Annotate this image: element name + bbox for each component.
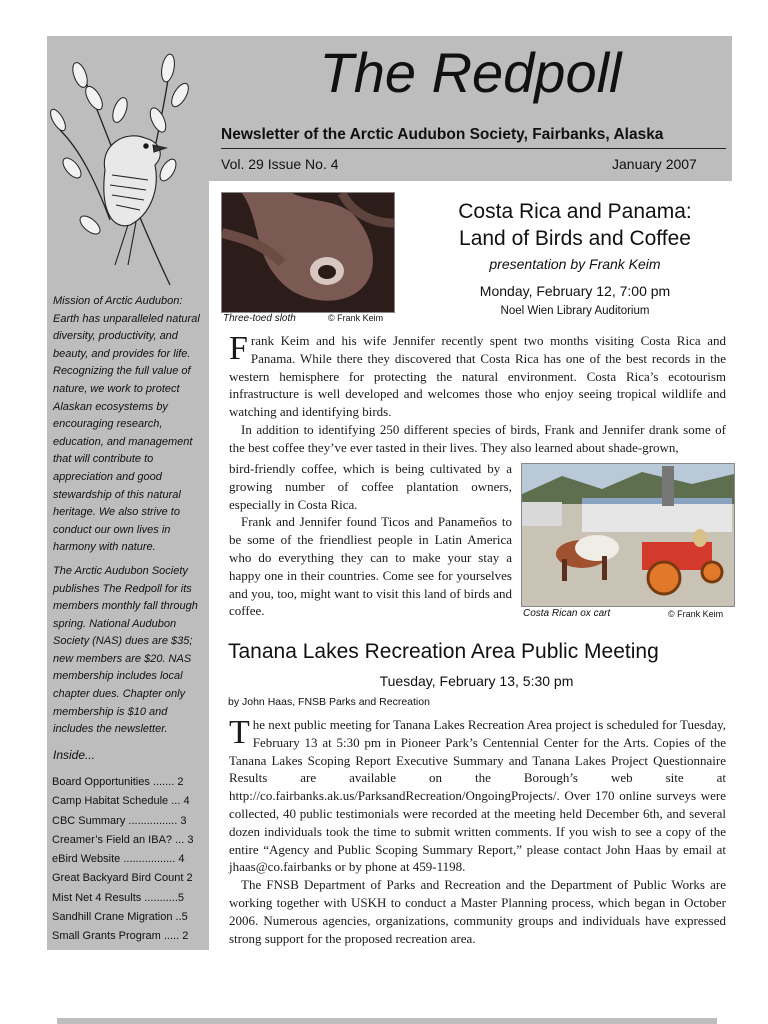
inside-heading: Inside... [53, 748, 96, 762]
footer-bar [57, 1018, 717, 1024]
article1-paragraph2a: In addition to identifying 250 different species of birds, Frank and Jennifer drank some of the best coffee they’ve ever tasted in their lives. They also learned about shade-grown, [229, 421, 726, 455]
toc-item[interactable]: Sandhill Crane Migration ..5 [52, 911, 188, 924]
ox-cart-photo-image [522, 464, 734, 606]
masthead-divider [221, 148, 726, 149]
toc-item[interactable]: CBC Summary ................ 3 [52, 814, 187, 827]
toc-item[interactable]: Small Grants Program ..... 2 [52, 930, 189, 943]
table-of-contents [52, 773, 202, 947]
newsletter-title: The Redpoll [319, 41, 622, 104]
issue-date: January 2007 [612, 156, 697, 172]
toc-item[interactable]: eBird Website ................. 4 [52, 853, 185, 866]
article2-body [229, 716, 726, 947]
sloth-photo-image [222, 193, 394, 312]
article1-dropcap: F [229, 330, 248, 367]
issue-volume: Vol. 29 Issue No. 4 [221, 156, 339, 172]
article2-datetime: Tuesday, February 13, 5:30 pm [379, 673, 574, 689]
redpoll-bird-illustration [50, 50, 190, 295]
toc-item[interactable]: Board Opportunities ....... 2 [52, 776, 184, 788]
article1-datetime: Monday, February 12, 7:00 pm [479, 283, 671, 299]
article2-paragraph2: The FNSB Department of Parks and Recreation and the Department of Public Works are working together with USKH to conduct a Master Planning process, which began in October 2006. Numerous agencies, organizations, community groups and individuals have expressed strong support for the proposed recreation area. [229, 877, 726, 946]
sidebar-text [53, 293, 205, 745]
sloth-credit: © Frank Keim [328, 313, 384, 323]
article2-dropcap: T [229, 714, 250, 751]
sloth-caption: Three-toed sloth [223, 313, 296, 324]
ox-cart-caption: Costa Rican ox cart [523, 608, 611, 619]
article2-paragraph1: he next public meeting for Tanana Lakes Recreation Area project is scheduled for Tuesday, February 13 at 5:30 pm in Pioneer Park’s Centennial Center for the Arts. Copies of the Tanana Lakes Scoping Report Executive Summary and Tanana Lakes Project Questionnaire Results are available on the Borough’s web site at http://co.fairbanks.ak.us/ParksandRecreation/OngoingProjects/. Over 170 online surveys were collected, 40 public testimonials were recorded at the meeting held December 6th, and several dozen individuals took the time to submit written comments. If you wish to see a copy of the entire “Agency and Public Scoping Summary Report,” please contact John Haas by email at jhaas@co.fairbanks or by phone at 459-1198. [229, 717, 726, 875]
article1-paragraph2b: bird-friendly coffee, which is being cultivated by a growing number of coffee plantation owners, especially in Costa Rica. [229, 461, 512, 512]
ox-cart-photo [521, 463, 735, 607]
ox-cart-credit: © Frank Keim [668, 609, 724, 619]
article1-paragraph3: Frank and Jennifer found Ticos and Panameños to be some of the friendliest people in Latin America who do everything they can to make your stay a happy one in their countries. Come see for yourselves and you, too, might want to visit this land of birds and coffee. [229, 514, 512, 619]
mission-statement: Mission of Arctic Audubon: Earth has unparalleled natural diversity, productivity, and beauty, and provides for life. Recognizing the full value of nature, we work to protect Alaskan ecosystems by encouraging research, education, and management that will contribute to appreciation and good stewardship of this natural heritage. We also strive to conduct our own lives in harmony with nature. [53, 295, 200, 554]
toc-item[interactable]: Camp Habitat Schedule ... 4 [52, 795, 190, 808]
toc-item[interactable]: Mist Net 4 Results ...........5 [52, 891, 185, 904]
article1-title-line2: Land of Birds and Coffee [459, 227, 691, 250]
toc-item[interactable]: Creamer’s Field an IBA? ... 3 [52, 833, 194, 846]
toc-item[interactable]: Great Backyard Bird Count 2 [52, 872, 193, 885]
article1-title-line1: Costa Rica and Panama: [458, 200, 692, 223]
article1-body-bottom [229, 460, 512, 620]
article2-byline: by John Haas, FNSB Parks and Recreation [228, 696, 430, 708]
article2-title: Tanana Lakes Recreation Area Public Meeting [228, 640, 659, 663]
newsletter-subtitle: Newsletter of the Arctic Audubon Society, Fairbanks, Alaska [221, 126, 664, 143]
article1-paragraph1: rank Keim and his wife Jennifer recently spent two months visiting Costa Rica and Panama. While there they discovered that Costa Rica has one of the best records in the western hemisphere for protecting the natural environment. Costa Rica’s ecotourism infrastructure is well developed and welcomes those who enjoy seeing tropical wildlife and watching and identifying birds. [229, 333, 726, 420]
article1-location: Noel Wien Library Auditorium [500, 305, 650, 317]
article1-body-top [229, 332, 726, 457]
membership-dues: The Arctic Audubon Society publishes The Redpoll for its members monthly fall through spring. National Audubon Society (NAS) dues are $35; new members are $20. NAS membership includes local chapter dues. Chapter only membership is $10 and includes the newsletter. [53, 564, 198, 736]
sloth-photo [221, 192, 395, 313]
article1-presenter: presentation by Frank Keim [489, 256, 661, 272]
article1-title [400, 198, 750, 252]
